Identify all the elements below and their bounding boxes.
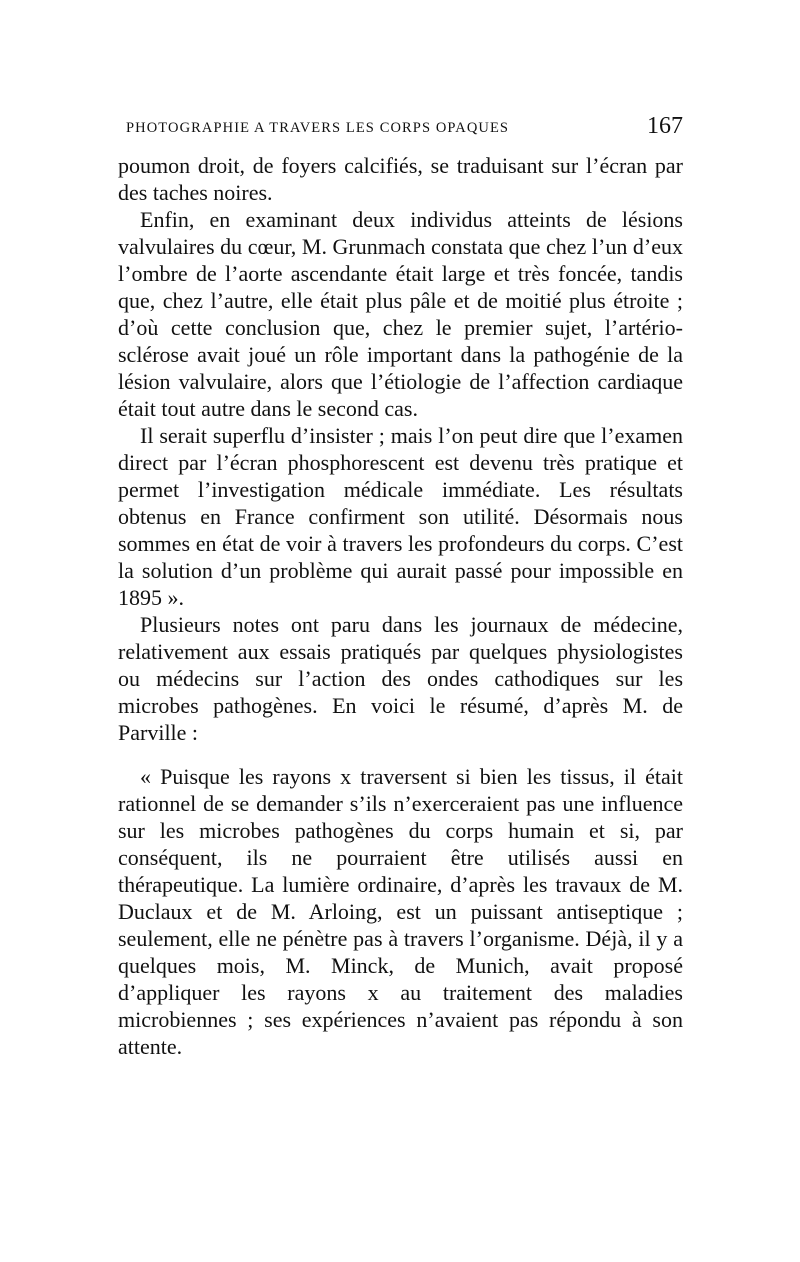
body-text <box>118 152 683 1060</box>
paragraph-continuation: poumon droit, de foyers calcifiés, se traduisant sur l’écran par des taches noires. <box>118 153 683 205</box>
page-number: 167 <box>647 113 683 139</box>
paragraph-grunmach: Enfin, en examinant deux individus atteints de lésions valvulaires du cœur, M. Grunmach constata que chez l’un d’eux l’ombre de l’aorte ascendante était large et très foncée, tandis que, chez l’autre, elle était plus pâle et de moitié plus étroite ; d’où cette conclusion que, chez le premier sujet, l’artério-sclérose avait joué un rôle important dans la pathogénie de la lésion valvulaire, alors que l’étiologie de l’affection cardiaque était tout autre dans le second cas. <box>118 207 683 421</box>
running-title: PHOTOGRAPHIE A TRAVERS LES CORPS OPAQUES <box>126 120 510 136</box>
paragraph-journaux-medecine: Plusieurs notes ont paru dans les journaux de médecine, relativement aux essais pratiqués par quelques physiologistes ou médecins sur l’action des ondes cathodiques sur les microbes pathogènes. En voici le résumé, d’après M. de Parville : <box>118 612 683 745</box>
paragraph-quotation: « Puisque les rayons x traversent si bien les tissus, il était rationnel de se demander s’ils n’exerceraient pas une influence sur les microbes pathogènes du corps humain et si, par conséquent, ils ne pourraient être utilisés aussi en thérapeutique. La lumière ordinaire, d’après les travaux de M. Duclaux et de M. Arloing, est un puissant antiseptique ; seulement, elle ne pénètre pas à travers l’organisme. Déjà, il y a quelques mois, M. Minck, de Munich, avait proposé d’appliquer les rayons x au traitement des maladies microbiennes ; ses expériences n’avaient pas répondu à son attente. <box>118 764 683 1059</box>
running-head <box>118 113 683 142</box>
paragraph-ecran-phosphorescent: Il serait superflu d’insister ; mais l’on peut dire que l’examen direct par l’écran phosphorescent est devenu très pratique et permet l’investigation médicale immédiate. Les résultats obtenus en France confirment son utilité. Désormais nous sommes en état de voir à travers les profondeurs du corps. C’est la solution d’un problème qui aurait passé pour impossible en 1895 ». <box>118 423 683 610</box>
